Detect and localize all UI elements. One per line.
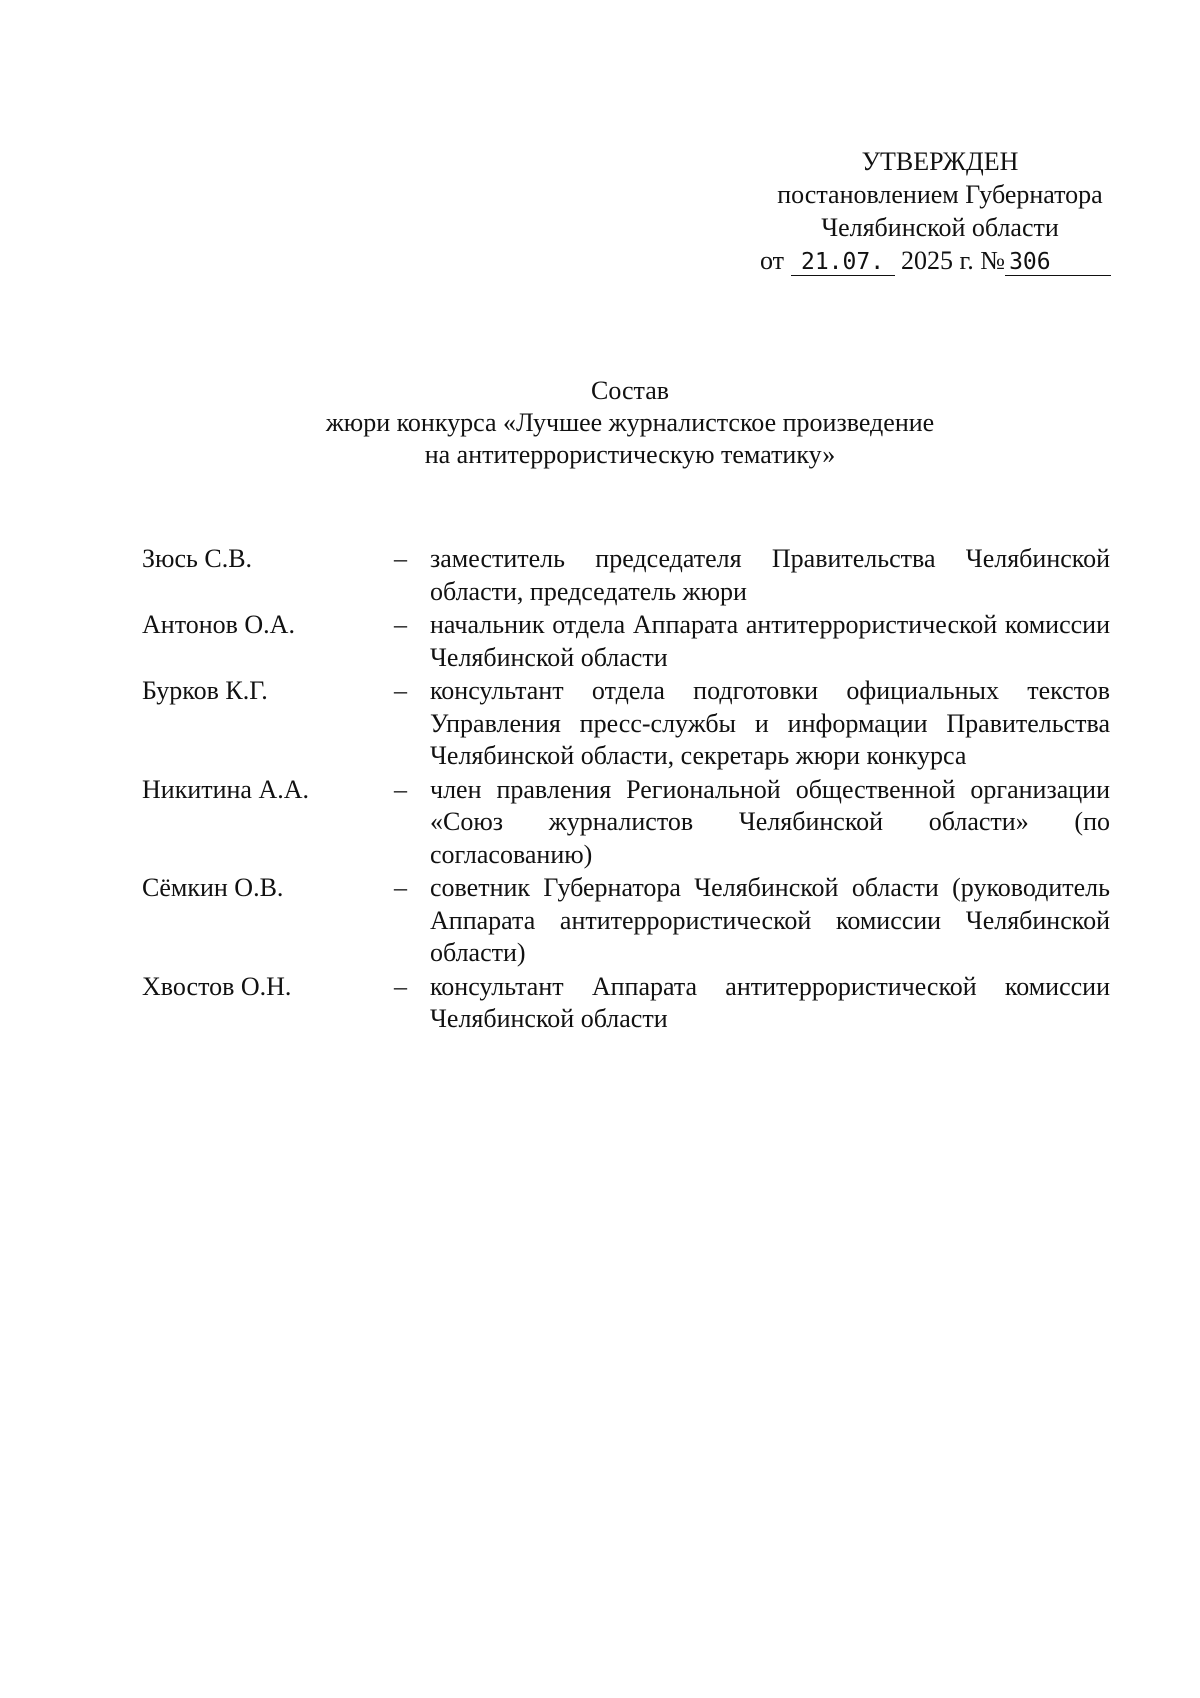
approval-title: УТВЕРЖДЕН	[861, 147, 1019, 176]
decree-date: 21.07.	[791, 249, 895, 276]
member-role: консультант отдела подготовки официальных текстов Управления пресс-службы и информации Правительства Челябинской области, секретарь жюри конкурса	[430, 676, 1110, 770]
member-name: Сёмкин О.В.	[142, 873, 284, 902]
decree-number: 306	[1005, 249, 1111, 276]
approval-date-line	[760, 244, 1120, 277]
member-role: заместитель председателя Правительства Челябинской области, председатель жюри	[430, 544, 1110, 606]
approval-stamp	[760, 145, 1120, 277]
member-row	[142, 872, 1122, 970]
member-name: Бурков К.Г.	[142, 676, 268, 705]
jury-members-list	[142, 543, 1122, 1037]
member-dash: –	[394, 971, 407, 1001]
document-title	[150, 375, 1110, 471]
title-line-3: на антитеррористическую тематику»	[424, 440, 836, 469]
member-dash: –	[394, 873, 407, 902]
approval-line-2: Челябинской области	[821, 213, 1059, 242]
member-role: консультант Аппарата антитеррористической комиссии Челябинской области	[430, 971, 1110, 1033]
member-name: Зюсь С.В.	[142, 544, 253, 573]
member-dash: –	[394, 676, 407, 705]
from-label: от	[760, 246, 785, 275]
member-role: член правления Региональной общественной организации «Союз журналистов Челябинской области» (по согласованию)	[430, 774, 1110, 869]
approval-line-1: постановлением Губернатора	[777, 180, 1103, 209]
member-dash: –	[394, 610, 407, 639]
member-row	[142, 543, 1122, 608]
member-row	[142, 609, 1122, 674]
title-line-1: Состав	[590, 376, 670, 405]
member-row	[142, 971, 1122, 1036]
member-name: Никитина А.А.	[142, 774, 310, 804]
member-name: Хвостов О.Н.	[142, 971, 292, 1001]
title-line-2: жюри конкурса «Лучшее журналистское произведение	[325, 408, 935, 437]
member-dash: –	[394, 774, 407, 804]
decree-year: 2025 г. №	[901, 246, 1006, 275]
member-name: Антонов О.А.	[142, 610, 295, 639]
member-role: начальник отдела Аппарата антитеррористической комиссии Челябинской области	[430, 610, 1110, 672]
member-row	[142, 675, 1122, 773]
member-role: советник Губернатора Челябинской области (руководитель Аппарата антитеррористической комиссии Челябинской области)	[430, 873, 1110, 967]
member-row	[142, 774, 1122, 872]
member-dash: –	[394, 544, 407, 573]
